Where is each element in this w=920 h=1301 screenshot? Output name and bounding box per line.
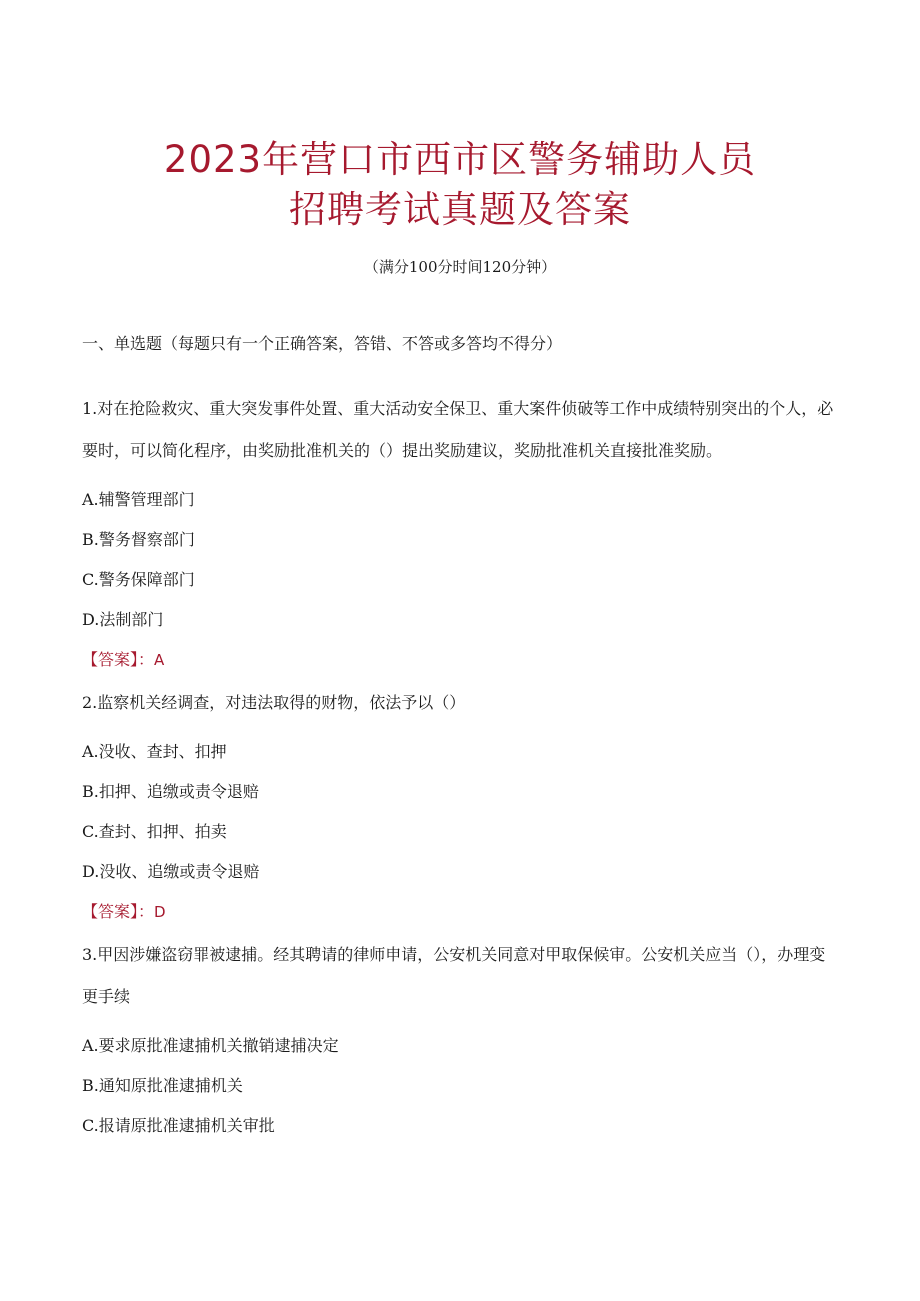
- option-c: C.警务保障部门: [82, 570, 195, 589]
- question-list: [82, 388, 834, 1138]
- answer-separator: ：: [138, 650, 155, 669]
- answer-label: 【答案】: [82, 902, 139, 921]
- option-c: C.查封、扣押、拍卖: [82, 822, 227, 841]
- exam-info: （满分100分时间120分钟）: [363, 258, 557, 276]
- question-block: [82, 934, 834, 1138]
- question-block: [82, 388, 834, 672]
- question-text: 1.对在抢险救灾、重大突发事件处置、重大活动安全保卫、重大案件侦破等工作中成绩特别突出的个人，必要时，可以简化程序，由奖励批准机关的（）提出奖励建议，奖励批准机关直接批准奖励。: [82, 399, 834, 460]
- question-text: 2.监察机关经调查，对违法取得的财物，依法予以（）: [82, 693, 466, 712]
- question-text: 3.甲因涉嫌盗窃罪被逮捕。经其聘请的律师申请，公安机关同意对甲取保候审。公安机关应当（），办理变更手续: [82, 945, 826, 1006]
- option-d: D.没收、追缴或责令退赔: [82, 862, 260, 881]
- answer-value: A: [154, 651, 165, 669]
- option-b: B.扣押、追缴或责令退赔: [82, 782, 259, 801]
- option-a: A.没收、查封、扣押: [82, 742, 227, 761]
- option-c: C.报请原批准逮捕机关审批: [82, 1116, 275, 1135]
- answer-line: [82, 648, 834, 672]
- answer-label: 【答案】: [82, 650, 139, 669]
- document-title-line2: 招聘考试真题及答案: [289, 188, 631, 231]
- document-title-line1: 2023年营口市西市区警务辅助人员: [163, 138, 757, 181]
- option-b: B.通知原批准逮捕机关: [82, 1076, 243, 1095]
- answer-line: [82, 900, 834, 924]
- option-d: D.法制部门: [82, 610, 164, 629]
- answer-separator: ：: [138, 902, 155, 921]
- option-b: B.警务督察部门: [82, 530, 195, 549]
- answer-value: D: [154, 903, 166, 921]
- question-block: [82, 682, 834, 924]
- option-a: A.辅警管理部门: [82, 490, 195, 509]
- section-heading: 一、单选题（每题只有一个正确答案，答错、不答或多答均不得分）: [82, 334, 563, 353]
- option-a: A.要求原批准逮捕机关撤销逮捕决定: [82, 1036, 339, 1055]
